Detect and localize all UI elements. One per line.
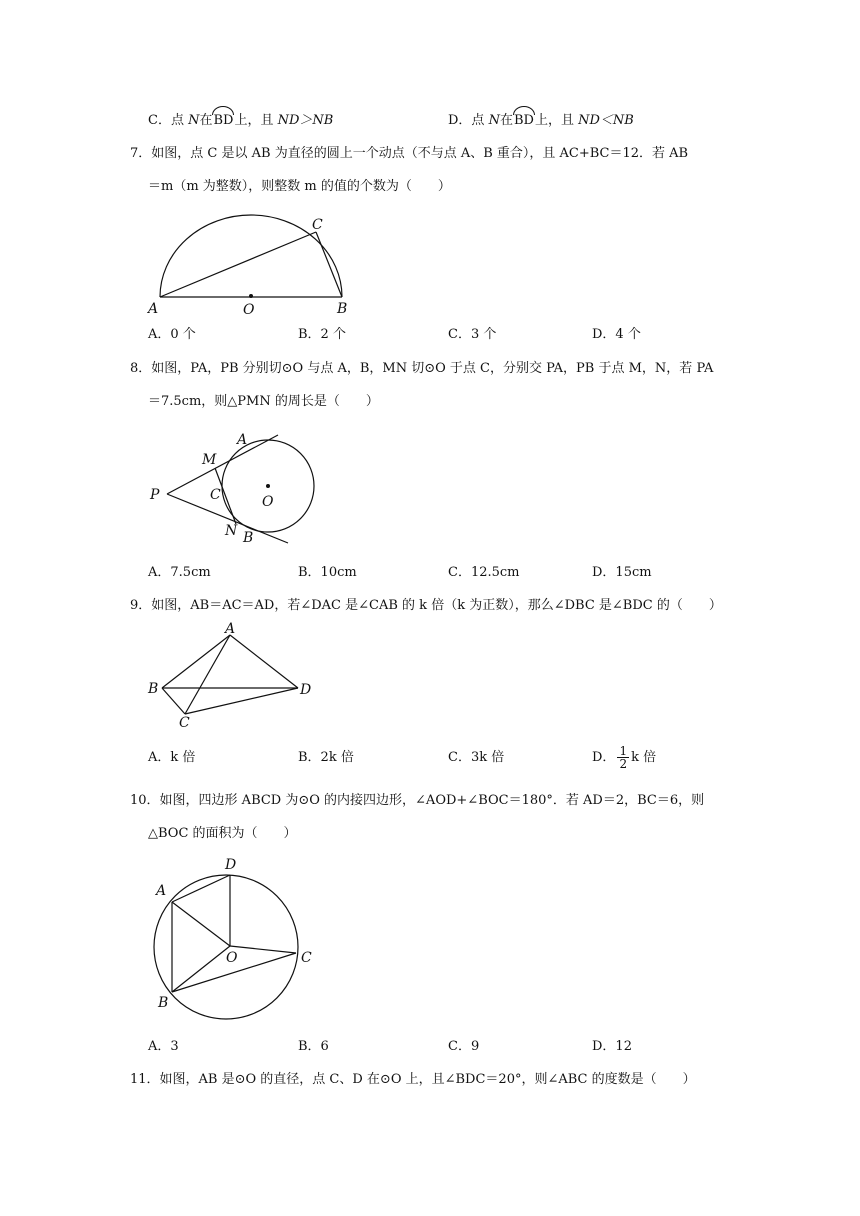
q8-label-p: P — [150, 487, 160, 503]
q8-center-dot — [266, 484, 270, 488]
q9-segment-ab — [162, 635, 230, 688]
q7-option-c: C．3 个 — [448, 327, 497, 342]
q9-segment-ad — [230, 635, 298, 688]
q9-option-d-prefix: D． — [592, 750, 616, 765]
q9-segment-ac — [185, 635, 230, 714]
q10-option-d: D．12 — [592, 1039, 632, 1054]
q6-option-d-post: 上，且 — [534, 113, 579, 128]
q10-option-b: B．6 — [298, 1039, 329, 1054]
q6-option-c-point: N — [188, 113, 200, 128]
q9-option-d-suffix: k 倍 — [631, 750, 657, 765]
q6-option-d — [448, 112, 634, 130]
q6-option-c-prefix: C．点 — [148, 113, 189, 128]
q9-label-c: C — [179, 715, 190, 731]
q6-option-c-mid: 在 — [199, 113, 213, 128]
q10-label-c: C — [301, 950, 312, 966]
q10-option-a: A．3 — [148, 1039, 179, 1054]
q7-figure — [140, 205, 370, 320]
q10-figure — [140, 850, 340, 1015]
q9-label-a: A — [225, 621, 236, 637]
q10-label-o: O — [226, 950, 238, 966]
q10-segment-bo — [172, 946, 230, 992]
q7-label-a: A — [148, 301, 159, 317]
q7-label-b: B — [337, 301, 348, 317]
q10-label-a: A — [156, 883, 167, 899]
q10-text-line2: △BOC 的面积为（ ） — [148, 826, 297, 841]
q7-text-line1: 7．如图，点 C 是以 AB 为直径的圆上一个动点（不与点 A、B 重合），且 AC+BC＝12．若 AB — [130, 146, 689, 161]
q10-label-d: D — [225, 857, 237, 873]
q9-segment-bc — [162, 688, 185, 714]
q7-label-c: C — [312, 217, 323, 233]
q8-option-b: B．10cm — [298, 565, 357, 580]
q7-label-o: O — [243, 302, 255, 318]
q8-text-line1: 8．如图，PA，PB 分别切⊙O 与点 A，B，MN 切⊙O 于点 C，分别交 PA，PB 于点 M，N，若 PA — [130, 361, 714, 376]
q10-segment-oc — [230, 946, 296, 953]
q10-text-line1: 10．如图，四边形 ABCD 为⊙O 的内接四边形，∠AOD+∠BOC＝180°．若 AD＝2，BC＝6，则 — [130, 793, 705, 808]
q6-option-d-prefix: D．点 — [448, 113, 489, 128]
q6-option-d-relation: ND＜NB — [578, 113, 634, 128]
q10-label-b: B — [158, 995, 169, 1011]
q6-option-c-arc: BD — [213, 113, 234, 128]
q9-option-d — [592, 740, 656, 776]
q8-label-a: A — [237, 432, 248, 448]
q9-option-b: B．2k 倍 — [298, 750, 354, 765]
q8-figure — [140, 420, 330, 550]
q6-option-d-mid: 在 — [499, 113, 513, 128]
q9-fraction-numerator: 1 — [619, 744, 628, 758]
q8-text-line2: ＝7.5cm，则△PMN 的周长是（ ） — [148, 394, 379, 409]
q9-segment-cd — [185, 688, 298, 714]
q11-text-line1: 11．如图，AB 是⊙O 的直径，点 C、D 在⊙O 上，且∠BDC＝20°，则∠ABC 的度数是（ ） — [130, 1072, 696, 1087]
q9-fraction-denominator: 2 — [619, 757, 628, 771]
q9-label-b: B — [148, 681, 159, 697]
q7-option-a: A．0 个 — [148, 327, 196, 342]
q6-option-c — [148, 112, 333, 130]
q8-label-o: O — [262, 494, 274, 510]
q7-option-b: B．2 个 — [298, 327, 346, 342]
q7-option-d: D．4 个 — [592, 327, 641, 342]
q9-option-a: A．k 倍 — [148, 750, 196, 765]
q8-option-d: D．15cm — [592, 565, 652, 580]
q9-text-line1: 9．如图，AB＝AC＝AD，若∠DAC 是∠CAB 的 k 倍（k 为正数），那么∠DBC 是∠BDC 的（ ） — [130, 598, 722, 613]
q9-figure — [140, 620, 330, 735]
q8-option-c: C．12.5cm — [448, 565, 520, 580]
q9-label-d: D — [300, 682, 312, 698]
q10-option-c: C．9 — [448, 1039, 480, 1054]
q6-option-c-post: 上，且 — [234, 113, 278, 128]
q9-option-d-fraction — [617, 745, 629, 770]
q6-option-d-point: N — [488, 113, 500, 128]
q8-option-a: A．7.5cm — [148, 565, 211, 580]
q7-center-dot — [249, 294, 253, 298]
q9-option-c: C．3k 倍 — [448, 750, 505, 765]
q7-chord-cb — [316, 232, 342, 297]
q6-option-c-relation: ND＞NB — [277, 113, 334, 128]
q8-label-n: N — [225, 523, 238, 539]
q10-segment-ao — [172, 902, 230, 946]
q8-label-c: C — [210, 487, 221, 503]
q8-label-m: M — [202, 452, 217, 468]
q6-option-d-arc: BD — [513, 113, 534, 128]
q8-label-b: B — [243, 530, 254, 546]
q7-text-line2: ＝m（m 为整数），则整数 m 的值的个数为（ ） — [148, 179, 451, 194]
q10-circle — [154, 875, 298, 1019]
